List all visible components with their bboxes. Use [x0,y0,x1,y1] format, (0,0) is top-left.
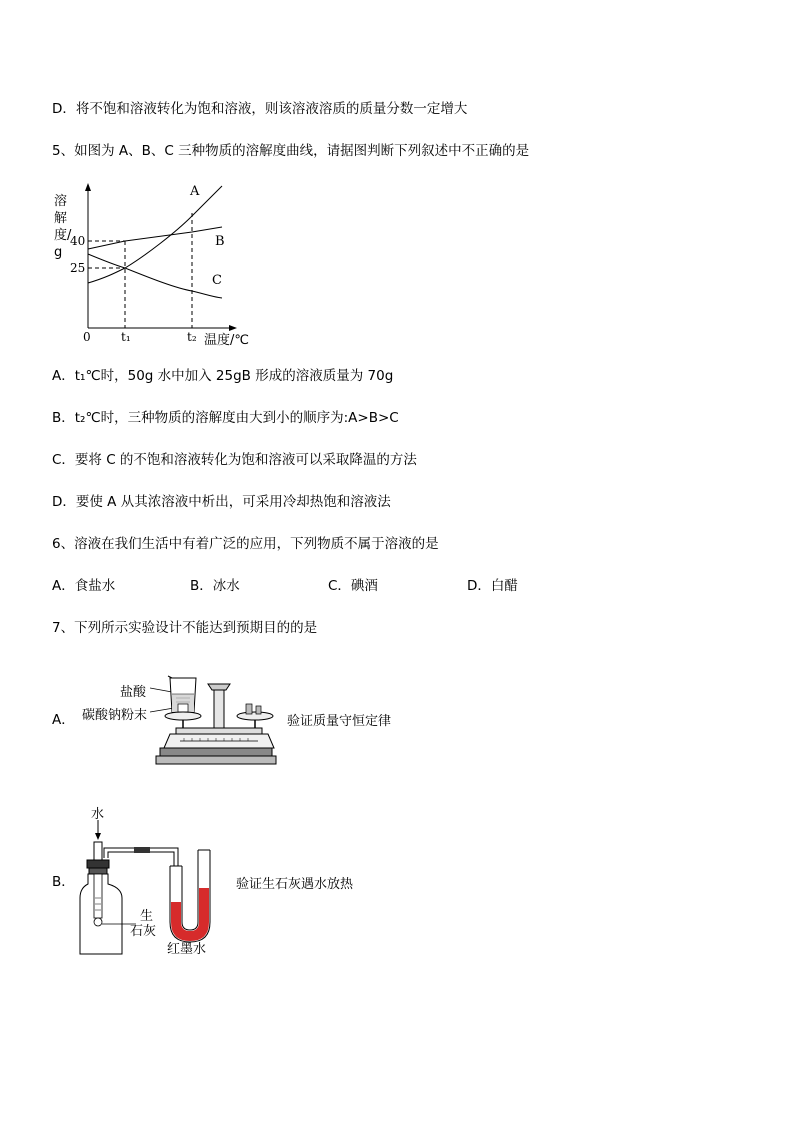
y-axis-label: 溶解度/g [54,194,72,260]
quicklime-apparatus-diagram [74,818,224,958]
q6-stem: 6、溶液在我们生活中有着广泛的应用，下列物质不属于溶液的是 [52,536,439,552]
q7-a-letter: A． [52,712,75,728]
q4-option-d: D．将不饱和溶液转化为饱和溶液，则该溶液溶质的质量分数一定增大 [52,101,468,117]
q6-option-d: D．白醋 [467,578,518,594]
q5-stem: 5、如图为 A、B、C 三种物质的溶解度曲线，请据图判断下列叙述中不正确的是 [52,143,530,159]
q6-option-c: C．碘酒 [328,578,378,594]
q5-option-c: C．要将 C 的不饱和溶液转化为饱和溶液可以采取降温的方法 [52,452,417,468]
balance-apparatus-diagram [150,668,280,770]
label-quicklime-2: 石灰 [130,924,157,939]
label-hydrochloric-acid: 盐酸 [120,685,147,700]
label-quicklime-1: 生 [140,909,154,924]
y-tick-40: 40 [70,234,86,248]
q5-option-a: A．t₁℃时，50g 水中加入 25gB 形成的溶液质量为 70g [52,368,394,384]
q5-option-b: B．t₂℃时，三种物质的溶解度由大到小的顺序为:A>B>C [52,410,399,426]
q7-b-letter: B． [52,874,75,890]
q6-option-b: B．冰水 [190,578,240,594]
series-label-c: C [212,273,222,288]
x-tick-t1: t₁ [121,330,131,344]
x-axis-label: 温度/℃ [204,333,249,348]
q7-stem: 7、下列所示实验设计不能达到预期目的的是 [52,620,318,636]
label-sodium-carbonate: 碳酸钠粉末 [82,708,148,723]
curve-a [88,186,222,283]
y-tick-25: 25 [70,261,86,275]
label-water: 水 [91,807,105,822]
q6-option-a: A．食盐水 [52,578,116,594]
curve-b [88,227,222,249]
label-red-ink: 红墨水 [167,942,207,957]
q5-option-d: D．要使 A 从其浓溶液中析出，可采用冷却热饱和溶液法 [52,494,391,510]
q7-b-caption: 验证生石灰遇水放热 [236,877,354,892]
solubility-chart [50,178,260,348]
series-label-a: A [190,184,200,199]
x-tick-0: 0 [83,330,91,344]
q7-a-caption: 验证质量守恒定律 [287,714,392,729]
series-label-b: B [215,234,225,249]
y-axis-arrow [85,183,91,191]
x-tick-t2: t₂ [187,330,197,344]
